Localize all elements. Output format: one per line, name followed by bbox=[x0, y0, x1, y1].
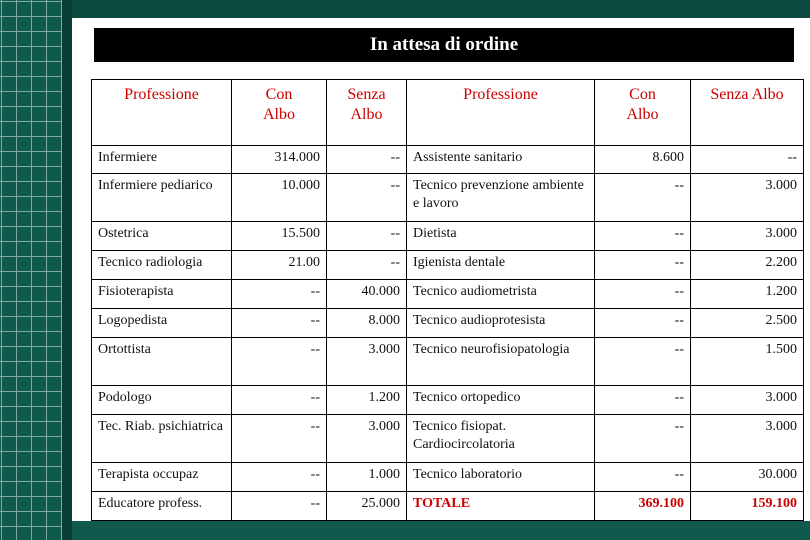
table-body bbox=[92, 146, 804, 521]
table-row bbox=[92, 338, 804, 386]
cell-con-albo-right: 8.600 bbox=[595, 146, 691, 174]
cell-senza-albo-left: 3.000 bbox=[327, 338, 407, 386]
cell-profession-left: Ostetrica bbox=[92, 222, 232, 251]
header-senza-albo-left: Senza Albo bbox=[327, 80, 407, 146]
cell-profession-left: Educatore profess. bbox=[92, 492, 232, 521]
cell-con-albo-right: -- bbox=[595, 251, 691, 280]
cell-con-albo-left: 314.000 bbox=[232, 146, 327, 174]
cell-senza-albo-left: 1.000 bbox=[327, 463, 407, 492]
cell-profession-left: Ortottista bbox=[92, 338, 232, 386]
cell-profession-right: Tecnico prevenzione ambiente e lavoro bbox=[407, 174, 595, 222]
cell-senza-albo-right: 2.200 bbox=[691, 251, 804, 280]
cell-profession-right: Assistente sanitario bbox=[407, 146, 595, 174]
cell-profession-left: Infermiere bbox=[92, 146, 232, 174]
cell-con-albo-right: -- bbox=[595, 174, 691, 222]
table-row bbox=[92, 280, 804, 309]
cell-con-albo-right: -- bbox=[595, 280, 691, 309]
cell-profession-left: Tec. Riab. psichiatrica bbox=[92, 415, 232, 463]
table-row bbox=[92, 251, 804, 280]
cell-senza-albo-right: 159.100 bbox=[691, 492, 804, 521]
bottom-strip bbox=[72, 521, 810, 540]
cell-senza-albo-right: 2.500 bbox=[691, 309, 804, 338]
cell-con-albo-right: -- bbox=[595, 415, 691, 463]
cell-senza-albo-left: 8.000 bbox=[327, 309, 407, 338]
cell-senza-albo-right: 3.000 bbox=[691, 174, 804, 222]
cell-profession-left: Tecnico radiologia bbox=[92, 251, 232, 280]
cell-profession-right: Tecnico ortopedico bbox=[407, 386, 595, 415]
cell-profession-right: Igienista dentale bbox=[407, 251, 595, 280]
cell-senza-albo-left: -- bbox=[327, 251, 407, 280]
cell-profession-left: Logopedista bbox=[92, 309, 232, 338]
decorative-grid bbox=[0, 0, 62, 540]
cell-profession-right: Tecnico audioprotesista bbox=[407, 309, 595, 338]
table-row bbox=[92, 386, 804, 415]
cell-senza-albo-right: 1.500 bbox=[691, 338, 804, 386]
cell-con-albo-left: -- bbox=[232, 415, 327, 463]
cell-con-albo-left: 21.00 bbox=[232, 251, 327, 280]
cell-senza-albo-left: 1.200 bbox=[327, 386, 407, 415]
table-row bbox=[92, 309, 804, 338]
cell-profession-left: Terapista occupaz bbox=[92, 463, 232, 492]
cell-con-albo-right: -- bbox=[595, 386, 691, 415]
cell-senza-albo-right: 1.200 bbox=[691, 280, 804, 309]
profession-table bbox=[91, 79, 804, 521]
cell-con-albo-left: -- bbox=[232, 309, 327, 338]
cell-profession-left: Infermiere pediarico bbox=[92, 174, 232, 222]
cell-profession-right: Dietista bbox=[407, 222, 595, 251]
profession-table-wrapper bbox=[91, 79, 803, 510]
slide-title: In attesa di ordine bbox=[94, 28, 794, 62]
cell-senza-albo-left: -- bbox=[327, 222, 407, 251]
cell-profession-left: Fisioterapista bbox=[92, 280, 232, 309]
table-row bbox=[92, 415, 804, 463]
cell-con-albo-left: 10.000 bbox=[232, 174, 327, 222]
cell-con-albo-left: -- bbox=[232, 492, 327, 521]
cell-con-albo-right: -- bbox=[595, 309, 691, 338]
table-row bbox=[92, 463, 804, 492]
table-row bbox=[92, 492, 804, 521]
cell-profession-right: TOTALE bbox=[407, 492, 595, 521]
cell-senza-albo-right: 3.000 bbox=[691, 415, 804, 463]
cell-profession-left: Podologo bbox=[92, 386, 232, 415]
slide bbox=[72, 18, 810, 521]
table-row bbox=[92, 174, 804, 222]
cell-profession-right: Tecnico laboratorio bbox=[407, 463, 595, 492]
cell-senza-albo-right: 3.000 bbox=[691, 222, 804, 251]
cell-senza-albo-left: 25.000 bbox=[327, 492, 407, 521]
cell-con-albo-left: -- bbox=[232, 463, 327, 492]
header-profession-left: Professione bbox=[92, 80, 232, 146]
cell-profession-right: Tecnico neurofisiopatologia bbox=[407, 338, 595, 386]
header-profession-right: Professione bbox=[407, 80, 595, 146]
header-con-albo-right: Con Albo bbox=[595, 80, 691, 146]
cell-profession-right: Tecnico audiometrista bbox=[407, 280, 595, 309]
cell-con-albo-right: -- bbox=[595, 463, 691, 492]
cell-profession-right: Tecnico fisiopat. Cardiocircolatoria bbox=[407, 415, 595, 463]
cell-con-albo-right: -- bbox=[595, 338, 691, 386]
decorative-grid-edge bbox=[62, 0, 72, 540]
cell-senza-albo-right: -- bbox=[691, 146, 804, 174]
cell-senza-albo-left: 3.000 bbox=[327, 415, 407, 463]
table-row bbox=[92, 146, 804, 174]
cell-senza-albo-left: 40.000 bbox=[327, 280, 407, 309]
table-row bbox=[92, 222, 804, 251]
cell-senza-albo-right: 30.000 bbox=[691, 463, 804, 492]
cell-con-albo-left: -- bbox=[232, 386, 327, 415]
header-con-albo-left: Con Albo bbox=[232, 80, 327, 146]
header-senza-albo-right: Senza Albo bbox=[691, 80, 804, 146]
cell-senza-albo-left: -- bbox=[327, 146, 407, 174]
cell-senza-albo-left: -- bbox=[327, 174, 407, 222]
cell-con-albo-left: -- bbox=[232, 338, 327, 386]
cell-con-albo-left: 15.500 bbox=[232, 222, 327, 251]
cell-con-albo-right: -- bbox=[595, 222, 691, 251]
table-header-row bbox=[92, 80, 804, 146]
cell-con-albo-right: 369.100 bbox=[595, 492, 691, 521]
cell-con-albo-left: -- bbox=[232, 280, 327, 309]
cell-senza-albo-right: 3.000 bbox=[691, 386, 804, 415]
